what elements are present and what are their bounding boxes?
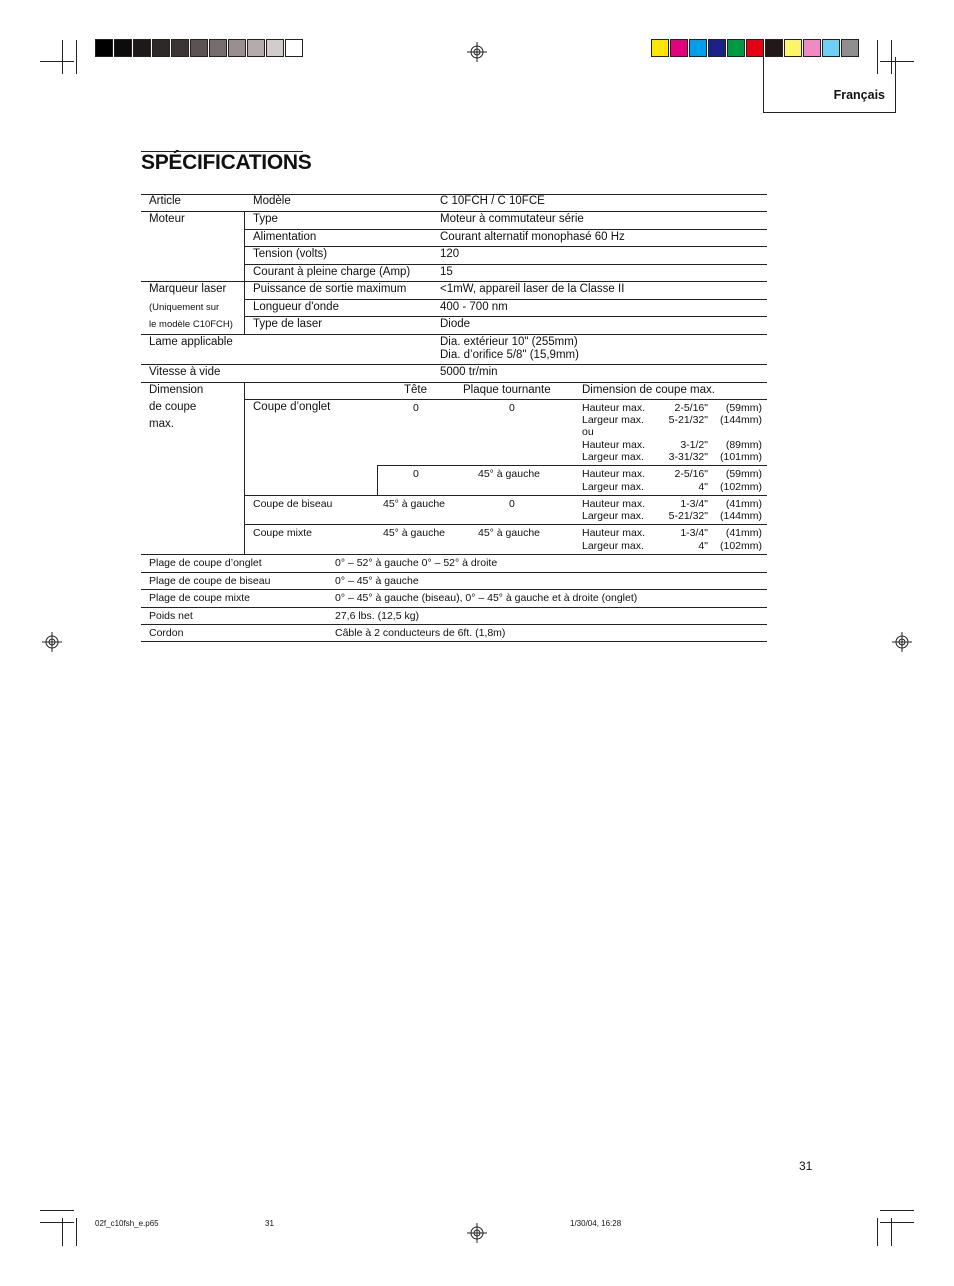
bevel-h-label: Hauteur max. — [582, 498, 646, 510]
registration-mark-icon — [892, 632, 912, 652]
dimension-label-2: de coupe — [149, 401, 197, 413]
laser-wavelength-value: 400 - 700 nm — [440, 301, 508, 313]
color-swatch — [803, 39, 821, 57]
compound-label: Coupe mixte — [253, 527, 312, 539]
compound-l-mm: (102mm) — [719, 540, 762, 552]
bevel-h-in: 1-3/4" — [680, 498, 708, 510]
article-label: Article — [149, 195, 181, 207]
compound-range-key: Plage de coupe mixte — [149, 592, 250, 604]
miter-a-l2-label: Largeur max. — [582, 451, 644, 463]
footer-date: 1/30/04, 16:28 — [570, 1219, 622, 1228]
miter-a-l1-in: 5-21/32" — [668, 414, 708, 426]
weight-key: Poids net — [149, 610, 193, 622]
laser-note-line2: le modèle C10FCH) — [149, 319, 233, 330]
compound-plaque: 45° à gauche — [478, 527, 541, 539]
miter-a-or: ou — [582, 426, 594, 438]
miter-a-h2-in: 3-1/2" — [680, 439, 708, 451]
miter-a-l1-label: Largeur max. — [582, 414, 644, 426]
bevel-label: Coupe de biseau — [253, 498, 333, 510]
color-swatch — [784, 39, 802, 57]
page-title: SPÉCIFICATIONS — [141, 151, 312, 174]
miter-a-h2-mm: (89mm) — [725, 439, 762, 451]
compound-h-in: 1-3/4" — [680, 527, 708, 539]
motor-label: Moteur — [149, 213, 185, 225]
gray-swatch — [171, 39, 189, 57]
color-swatch — [670, 39, 688, 57]
registration-mark-icon — [467, 1223, 487, 1243]
motor-current-key: Courant à pleine charge (Amp) — [253, 266, 411, 278]
language-label: Français — [833, 88, 885, 102]
bevel-range-value: 0° – 45° à gauche — [335, 575, 419, 587]
bevel-range-key: Plage de coupe de biseau — [149, 575, 271, 587]
laser-output-key: Puissance de sortie maximum — [253, 283, 407, 295]
bevel-l-mm: (144mm) — [719, 510, 762, 522]
gray-swatch — [266, 39, 284, 57]
miter-range-value: 0° – 52° à gauche 0° – 52° à droite — [335, 557, 498, 569]
miter-b-l-in: 4" — [698, 481, 708, 493]
miter-a-h1-mm: (59mm) — [725, 402, 762, 414]
motor-type-value: Moteur à commutateur série — [440, 213, 584, 225]
speed-value: 5000 tr/min — [440, 366, 498, 378]
bevel-h-mm: (41mm) — [725, 498, 762, 510]
miter-b-h-label: Hauteur max. — [582, 468, 646, 480]
miter-a-l1-mm: (144mm) — [719, 414, 762, 426]
speed-label: Vitesse à vide — [149, 366, 221, 378]
color-swatch — [746, 39, 764, 57]
motor-voltage-value: 120 — [440, 248, 460, 260]
header-dim: Dimension de coupe max. — [582, 384, 715, 396]
color-swatch — [708, 39, 726, 57]
miter-range-key: Plage de coupe d’onglet — [149, 557, 262, 569]
miter-a-h2-label: Hauteur max. — [582, 439, 646, 451]
miter-a-h1-in: 2-5/16" — [674, 402, 708, 414]
miter-b-l-label: Largeur max. — [582, 481, 644, 493]
blade-value-bore: Dia. d’orifice 5/8" (15,9mm) — [440, 349, 579, 361]
laser-output-value: <1mW, appareil laser de la Classe II — [440, 283, 625, 295]
gray-swatch — [209, 39, 227, 57]
color-swatch — [765, 39, 783, 57]
motor-voltage-key: Tension (volts) — [253, 248, 328, 260]
compound-h-label: Hauteur max. — [582, 527, 646, 539]
miter-b-h-in: 2-5/16" — [674, 468, 708, 480]
gray-swatch — [228, 39, 246, 57]
laser-note-line1: (Uniquement sur — [149, 302, 220, 313]
compound-h-mm: (41mm) — [725, 527, 762, 539]
miter-a-l2-in: 3-31/32" — [668, 451, 708, 463]
bevel-plaque: 0 — [509, 498, 515, 510]
laser-type-key: Type de laser — [253, 318, 323, 330]
article-key: Modèle — [253, 195, 291, 207]
laser-type-value: Diode — [440, 318, 471, 330]
compound-range-value: 0° – 45° à gauche (biseau), 0° – 45° à gauche et à droite (onglet) — [335, 592, 638, 604]
motor-power-key: Alimentation — [253, 231, 317, 243]
motor-current-value: 15 — [440, 266, 453, 278]
cord-value: Câble à 2 conducteurs de 6ft. (1,8m) — [335, 627, 506, 639]
color-swatch — [689, 39, 707, 57]
gray-swatch — [95, 39, 113, 57]
miter-a-plaque: 0 — [509, 402, 515, 414]
color-swatch — [651, 39, 669, 57]
blade-label: Lame applicable — [149, 336, 233, 348]
registration-mark-icon — [467, 42, 487, 62]
miter-a-l2-mm: (101mm) — [719, 451, 762, 463]
motor-type-key: Type — [253, 213, 278, 225]
dimension-label-3: max. — [149, 418, 174, 430]
laser-wavelength-key: Longueur d'onde — [253, 301, 339, 313]
gray-swatch — [285, 39, 303, 57]
registration-mark-icon — [42, 632, 62, 652]
page-number: 31 — [799, 1159, 813, 1173]
color-swatch — [822, 39, 840, 57]
miter-b-l-mm: (102mm) — [719, 481, 762, 493]
article-value: C 10FCH / C 10FCE — [440, 195, 545, 207]
blade-value-outer: Dia. extérieur 10" (255mm) — [440, 336, 578, 348]
compound-tete: 45° à gauche — [383, 527, 446, 539]
miter-b-tete: 0 — [413, 468, 419, 480]
compound-l-label: Largeur max. — [582, 540, 644, 552]
gray-swatch — [133, 39, 151, 57]
gray-swatch — [114, 39, 132, 57]
cord-key: Cordon — [149, 627, 184, 639]
header-plaque: Plaque tournante — [463, 384, 551, 396]
bevel-l-label: Largeur max. — [582, 510, 644, 522]
header-tete: Tête — [404, 384, 428, 396]
footer-page: 31 — [265, 1219, 274, 1228]
miter-a-tete: 0 — [413, 402, 419, 414]
miter-b-plaque: 45° à gauche — [478, 468, 541, 480]
gray-swatch — [247, 39, 265, 57]
laser-label: Marqueur laser — [149, 283, 227, 295]
motor-power-value: Courant alternatif monophasé 60 Hz — [440, 231, 625, 243]
dimension-label-1: Dimension — [149, 384, 204, 396]
footer-file: 02f_c10fsh_e.p65 — [95, 1219, 159, 1228]
bevel-tete: 45° à gauche — [383, 498, 446, 510]
bevel-l-in: 5-21/32" — [668, 510, 708, 522]
miter-b-h-mm: (59mm) — [725, 468, 762, 480]
gray-swatch — [152, 39, 170, 57]
compound-l-in: 4" — [698, 540, 708, 552]
color-swatch — [841, 39, 859, 57]
gray-swatch — [190, 39, 208, 57]
weight-value: 27,6 lbs. (12,5 kg) — [335, 610, 420, 622]
color-swatch — [727, 39, 745, 57]
language-tab — [763, 57, 896, 113]
miter-a-h1-label: Hauteur max. — [582, 402, 646, 414]
miter-label: Coupe d’onglet — [253, 401, 331, 413]
